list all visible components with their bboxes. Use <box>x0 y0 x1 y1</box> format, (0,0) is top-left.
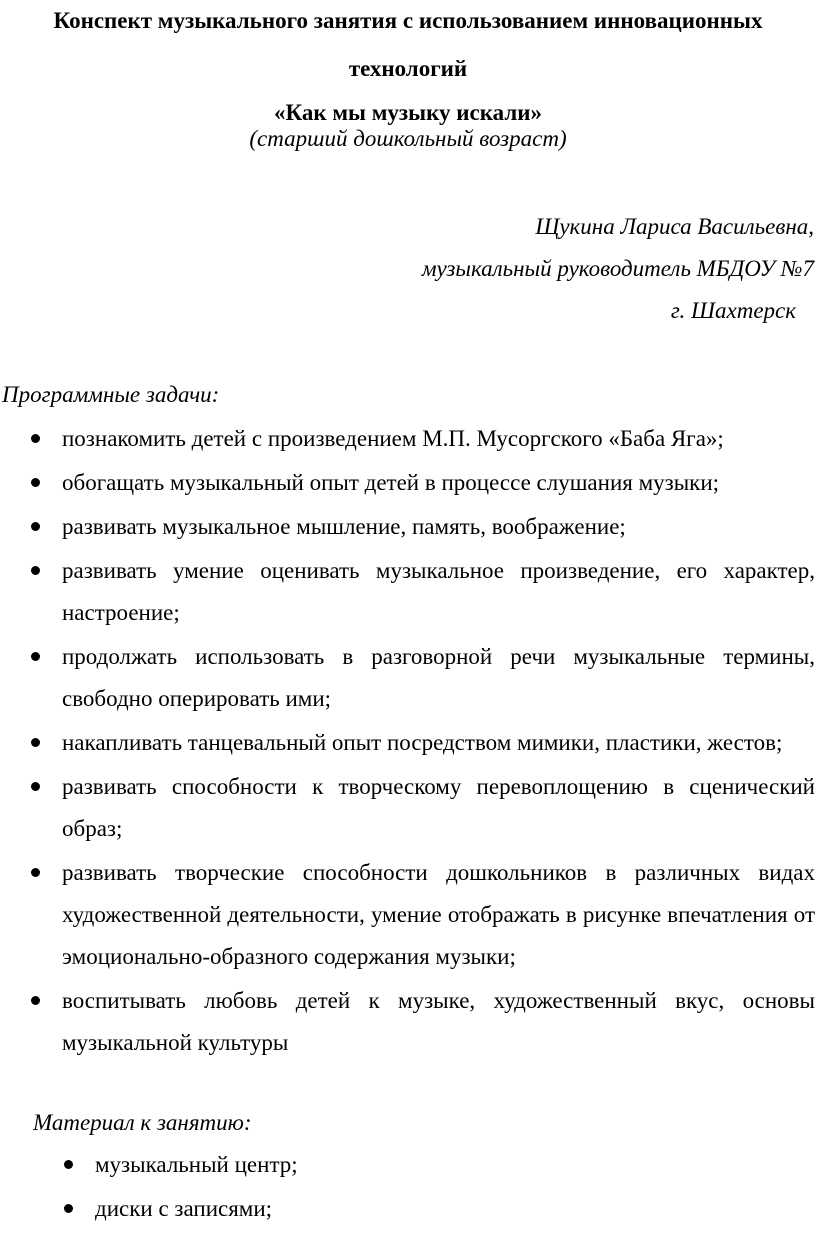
list-item <box>62 636 815 720</box>
bullet-icon <box>31 478 40 487</box>
list-item-text: познакомить детей с произведением М.П. Мусоргского «Баба Яга»; <box>62 426 724 451</box>
list-item-text: развивать музыкальное мышление, память, воображение; <box>62 514 626 539</box>
list-item <box>62 766 815 850</box>
title-line-3: «Как мы музыку искали» <box>273 100 542 125</box>
bullet-icon <box>31 434 40 443</box>
title-line-1: Конспект музыкального занятия с использованием инновационных <box>53 8 763 33</box>
list-item-text: накапливать танцевальный опыт посредством мимики, пластики, жестов; <box>62 730 783 755</box>
list-item-text: развивать умение оценивать музыкальное произведение, его характер, настроение; <box>62 558 815 625</box>
tasks-list <box>62 418 815 1064</box>
bullet-icon <box>31 782 40 791</box>
materials-list <box>95 1144 795 1230</box>
author-position: музыкальный руководитель МБДОУ №7 <box>421 256 814 281</box>
tasks-heading: Программные задачи: <box>2 382 220 407</box>
bullet-icon <box>31 522 40 531</box>
title-line-2: технологий <box>348 56 468 81</box>
bullet-icon <box>31 566 40 575</box>
list-item <box>62 506 815 548</box>
list-item-text: воспитывать любовь детей к музыке, художественный вкус, основы музыкальной культуры <box>62 988 815 1055</box>
list-item-text: продолжать использовать в разговорной речи музыкальные термины, свободно оперировать ими; <box>62 644 815 711</box>
bullet-icon <box>64 1160 73 1169</box>
list-item-text: музыкальный центр; <box>95 1152 298 1177</box>
document-title <box>0 0 816 134</box>
list-item <box>62 852 815 978</box>
materials-heading: Материал к занятию: <box>33 1110 252 1135</box>
bullet-icon <box>31 996 40 1005</box>
bullet-icon <box>31 652 40 661</box>
author-city: г. Шахтерск <box>670 298 796 323</box>
list-item <box>62 980 815 1064</box>
list-item <box>62 550 815 634</box>
author-name: Щукина Лариса Васильевна, <box>535 214 814 239</box>
list-item-text: обогащать музыкальный опыт детей в процессе слушания музыки; <box>62 470 720 495</box>
list-item <box>62 418 815 460</box>
document-subtitle: (старший дошкольный возраст) <box>249 126 567 151</box>
bullet-icon <box>64 1204 73 1213</box>
bullet-icon <box>31 868 40 877</box>
list-item <box>95 1144 795 1186</box>
list-item-text: развивать творческие способности дошкольников в различных видах художественной деятельности, умение отображать в рисунке впечатления от эмоционально-образного содержания музыки; <box>62 860 815 969</box>
bullet-icon <box>31 738 40 747</box>
list-item <box>62 722 815 764</box>
list-item-text: диски с записями; <box>95 1196 273 1221</box>
list-item-text: развивать способности к творческому перевоплощению в сценический образ; <box>62 774 815 841</box>
list-item <box>95 1188 795 1230</box>
list-item <box>62 462 815 504</box>
